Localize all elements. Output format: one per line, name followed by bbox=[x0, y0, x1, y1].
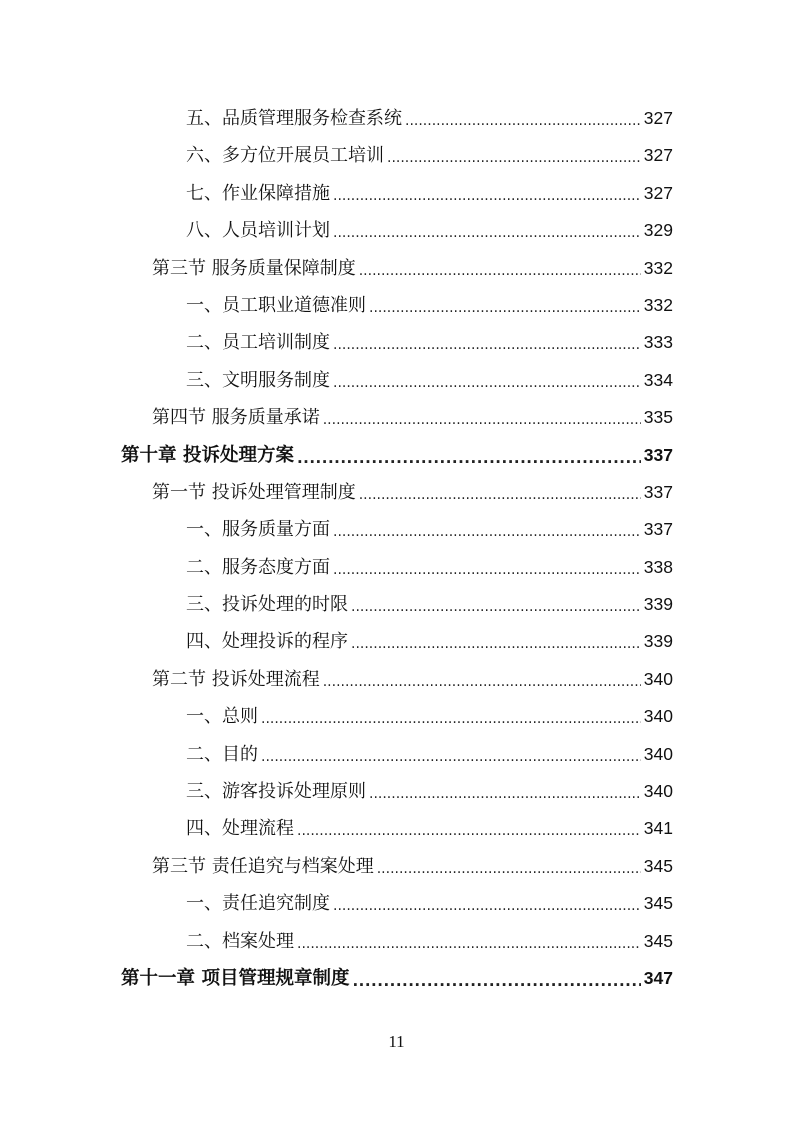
toc-entry-page: 329 bbox=[643, 220, 673, 241]
toc-entry-page: 332 bbox=[643, 294, 673, 315]
toc-section-entry bbox=[0, 848, 793, 885]
toc-dot-leader bbox=[323, 402, 641, 439]
toc-entry-title: 第十章 投诉处理方案 bbox=[121, 444, 294, 466]
toc-subsection-entry bbox=[0, 362, 793, 399]
toc-dot-leader bbox=[333, 365, 641, 402]
toc-dot-leader bbox=[351, 626, 641, 663]
toc-entry-page: 345 bbox=[643, 930, 673, 951]
toc-dot-leader bbox=[323, 664, 641, 701]
toc-entry-title: 六、多方位开展员工培训 bbox=[186, 145, 384, 167]
toc-subsection-entry bbox=[0, 511, 793, 548]
toc-subsection-entry bbox=[0, 212, 793, 249]
toc-section-entry bbox=[0, 399, 793, 436]
toc-entry-title: 二、服务态度方面 bbox=[186, 556, 330, 578]
toc-dot-leader bbox=[333, 888, 641, 925]
toc-entry-page: 345 bbox=[643, 855, 673, 876]
toc-entry-title: 三、投诉处理的时限 bbox=[186, 594, 348, 616]
toc-subsection-entry bbox=[0, 810, 793, 847]
toc-section-entry bbox=[0, 474, 793, 511]
toc-entry-title: 四、处理流程 bbox=[186, 818, 294, 840]
toc-dot-leader bbox=[333, 327, 641, 364]
toc-subsection-entry bbox=[0, 773, 793, 810]
toc-dot-leader bbox=[333, 178, 641, 215]
toc-subsection-entry bbox=[0, 736, 793, 773]
toc-entry-title: 八、人员培训计划 bbox=[186, 220, 330, 242]
toc-entry-title: 第一节 投诉处理管理制度 bbox=[152, 481, 356, 503]
toc-entry-page: 337 bbox=[643, 519, 673, 540]
toc-subsection-entry bbox=[0, 175, 793, 212]
toc-entry-title: 三、文明服务制度 bbox=[186, 369, 330, 391]
toc-dot-leader bbox=[333, 514, 641, 551]
toc-subsection-entry bbox=[0, 623, 793, 660]
toc-entry-page: 327 bbox=[643, 145, 673, 166]
toc-dot-leader bbox=[387, 140, 641, 177]
toc-entry-title: 第三节 责任追究与档案处理 bbox=[152, 855, 374, 877]
toc-entry-page: 340 bbox=[643, 743, 673, 764]
toc-entry-page: 327 bbox=[643, 108, 673, 128]
toc-subsection-entry bbox=[0, 586, 793, 623]
toc-dot-leader bbox=[369, 290, 641, 327]
toc-entry-title: 第三节 服务质量保障制度 bbox=[152, 257, 356, 279]
toc-subsection-entry bbox=[0, 324, 793, 361]
toc-entry-title: 第十一章 项目管理规章制度 bbox=[121, 967, 350, 989]
toc-entry-page: 337 bbox=[643, 481, 673, 502]
toc-subsection-entry bbox=[0, 100, 793, 137]
toc-dot-leader bbox=[352, 963, 640, 1000]
toc-subsection-entry bbox=[0, 549, 793, 586]
toc-dot-leader bbox=[351, 589, 641, 626]
toc-entry-page: 341 bbox=[643, 818, 673, 839]
toc-entry-page: 345 bbox=[643, 893, 673, 914]
toc-chapter-entry bbox=[0, 437, 793, 474]
toc-dot-leader bbox=[297, 440, 641, 477]
toc-dot-leader bbox=[333, 215, 641, 252]
toc-entry-page: 347 bbox=[643, 967, 673, 988]
toc-subsection-entry bbox=[0, 885, 793, 922]
toc-dot-leader bbox=[405, 103, 641, 140]
toc-entry-title: 二、目的 bbox=[186, 743, 258, 765]
toc-entry-title: 第四节 服务质量承诺 bbox=[152, 407, 320, 429]
toc-entry-title: 三、游客投诉处理原则 bbox=[186, 781, 366, 803]
toc-entry-page: 340 bbox=[643, 706, 673, 727]
toc-dot-leader bbox=[261, 701, 641, 738]
toc-section-entry bbox=[0, 661, 793, 698]
toc-entry-page: 337 bbox=[643, 444, 673, 465]
toc-entry-page: 340 bbox=[643, 668, 673, 689]
toc-entry-title: 一、员工职业道德准则 bbox=[186, 294, 366, 316]
toc-dot-leader bbox=[333, 552, 641, 589]
toc-subsection-entry bbox=[0, 137, 793, 174]
toc-entry-page: 333 bbox=[643, 332, 673, 353]
toc-entry-page: 340 bbox=[643, 781, 673, 802]
toc-dot-leader bbox=[369, 776, 641, 813]
toc-chapter-entry bbox=[0, 960, 793, 997]
toc-dot-leader bbox=[359, 477, 641, 514]
toc-entry-title: 七、作业保障措施 bbox=[186, 182, 330, 204]
page-number: 11 bbox=[388, 1032, 405, 1051]
toc-entry-page: 339 bbox=[643, 631, 673, 652]
toc-dot-leader bbox=[297, 926, 641, 963]
toc-dot-leader bbox=[377, 851, 641, 888]
toc-entry-title: 一、责任追究制度 bbox=[186, 893, 330, 915]
toc-entry-title: 二、员工培训制度 bbox=[186, 332, 330, 354]
toc-entry-title: 第二节 投诉处理流程 bbox=[152, 668, 320, 690]
toc-dot-leader bbox=[297, 813, 641, 850]
toc-entry-page: 335 bbox=[643, 407, 673, 428]
toc-entry-title: 一、总则 bbox=[186, 706, 258, 728]
toc-entry-page: 332 bbox=[643, 257, 673, 278]
toc-subsection-entry bbox=[0, 287, 793, 324]
toc-entry-page: 338 bbox=[643, 556, 673, 577]
toc-entry-title: 四、处理投诉的程序 bbox=[186, 631, 348, 653]
toc-entry-page: 334 bbox=[643, 369, 673, 390]
toc-section-entry bbox=[0, 250, 793, 287]
toc-entry-page: 339 bbox=[643, 594, 673, 615]
toc-dot-leader bbox=[359, 253, 641, 290]
toc-subsection-entry bbox=[0, 923, 793, 960]
toc-entry-page: 327 bbox=[643, 182, 673, 203]
toc-dot-leader bbox=[261, 739, 641, 776]
toc-entry-title: 二、档案处理 bbox=[186, 930, 294, 952]
toc-entry-title: 一、服务质量方面 bbox=[186, 519, 330, 541]
toc-entry-title: 五、品质管理服务检查系统 bbox=[186, 108, 402, 129]
toc-subsection-entry bbox=[0, 698, 793, 735]
table-of-contents bbox=[0, 100, 793, 997]
